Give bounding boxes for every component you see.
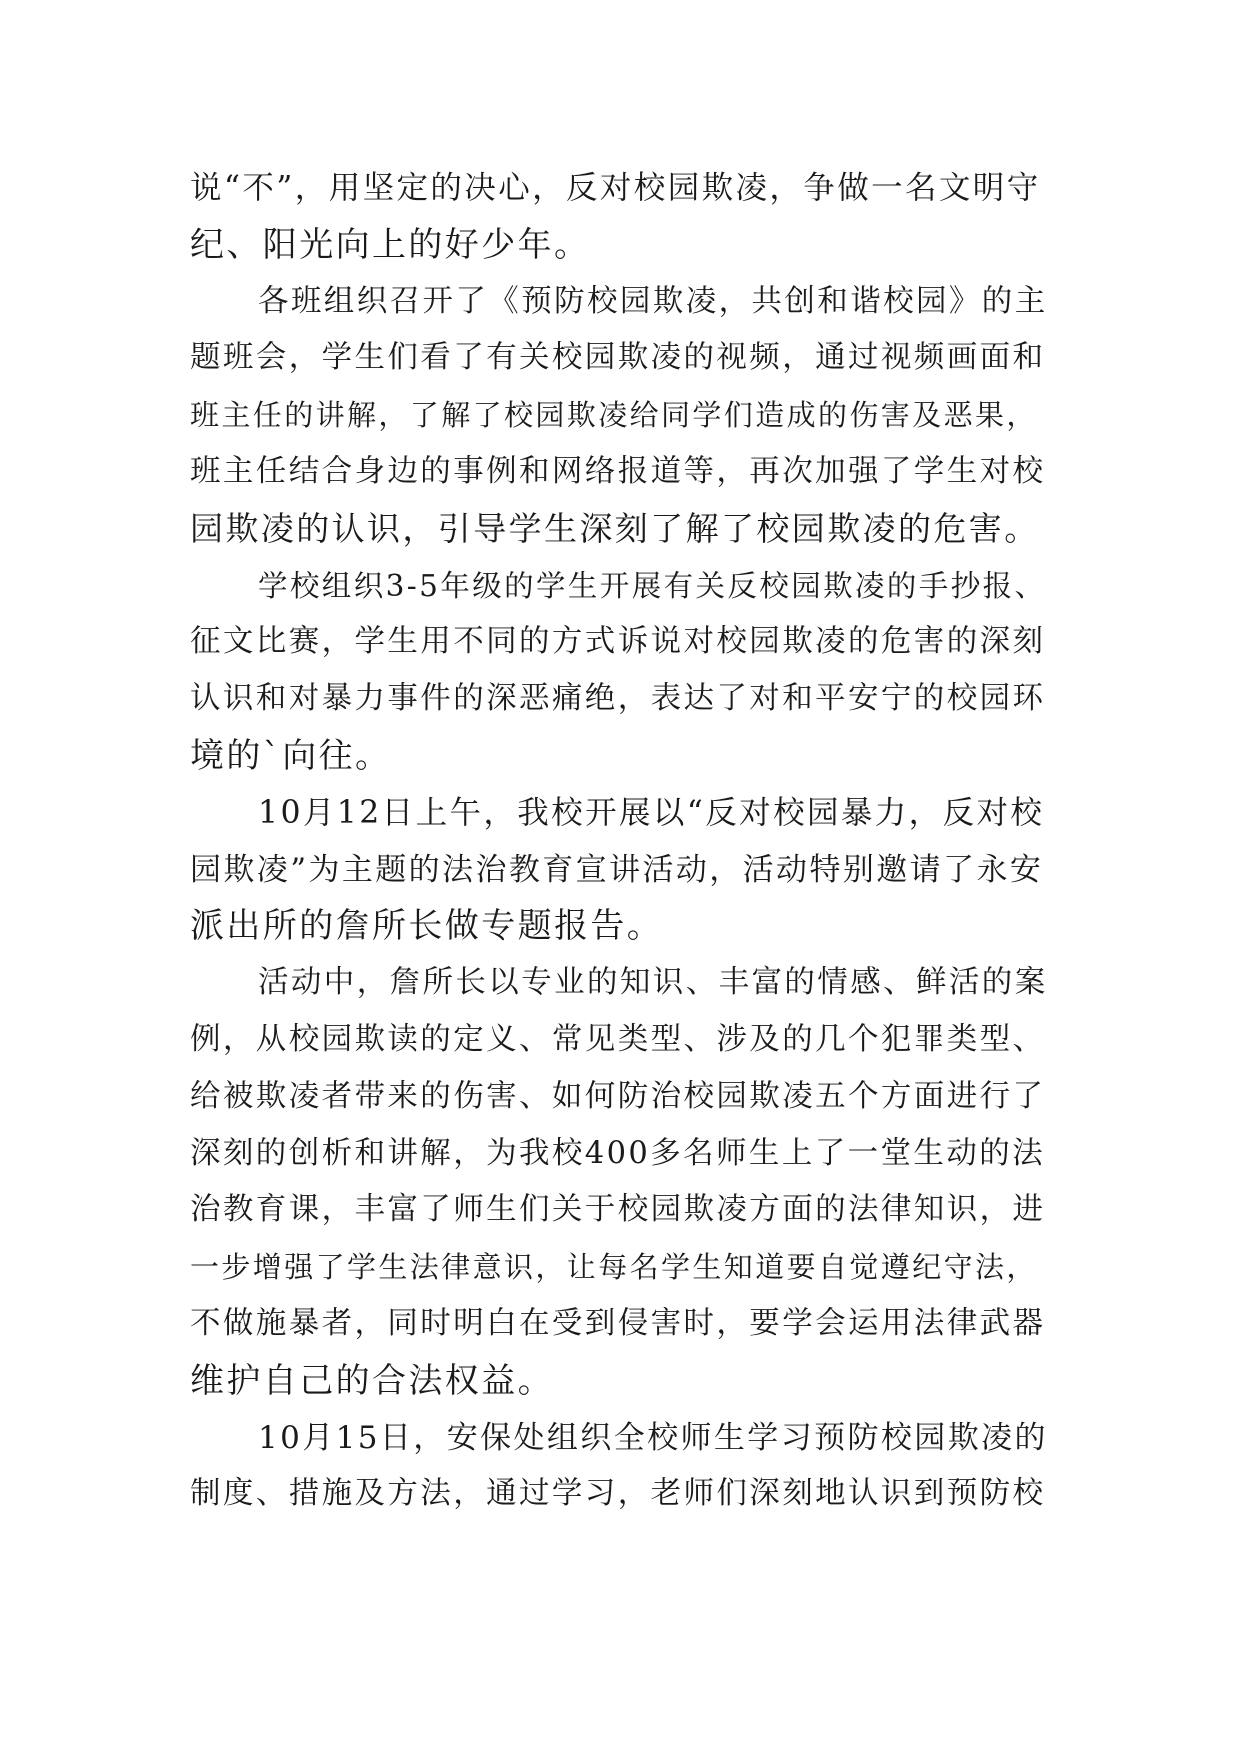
- text-line: 活动中，詹所长以专业的知识、丰富的情感、鲜活的案: [258, 965, 1048, 1001]
- text-line: 治教育课，丰富了师生们关于校园欺凌方面的法律知识，进: [190, 1192, 1046, 1228]
- text-line: 例，从校园欺读的定义、常见类型、涉及的几个犯罪类型、: [190, 1021, 1046, 1057]
- text-line: 10月12日上午，我校开展以“反对校园暴力，反对校: [258, 794, 1045, 831]
- text-line: 班主任的讲解，了解了校园欺凌给同学们造成的伤害及恶果，: [190, 398, 1038, 433]
- text-line: 不做施暴者，同时明白在受到侵害时，要学会运用法律武器: [190, 1305, 1046, 1341]
- text-line: 班主任结合身边的事例和网络报道等，再次加强了学生对校: [190, 453, 1046, 489]
- text-line: 认识和对暴力事件的深恶痛绝，表达了对和平安宁的校园环: [190, 681, 1046, 717]
- text-line: 各班组织召开了《预防校园欺凌，共创和谐校园》的主: [258, 283, 1048, 319]
- text-line: 境的`向往。: [190, 735, 392, 776]
- text-line: 说“不”，用坚定的决心，反对校园欺凌，争做一名文明守: [190, 170, 1041, 206]
- text-line: 给被欺凌者带来的伤害、如何防治校园欺凌五个方面进行了: [190, 1078, 1046, 1114]
- text-line: 园欺凌的认识，引导学生深刻了解了校园欺凌的危害。: [190, 508, 1040, 548]
- text-line: 纪、阳光向上的好少年。: [190, 224, 591, 265]
- text-line: 制度、措施及方法，通过学习，老师们深刻地认识到预防校: [190, 1476, 1046, 1512]
- text-line: 园欺凌”为主题的法治教育宣讲活动，活动特别邀请了永安: [190, 851, 1044, 888]
- text-line: 派出所的詹所长做专题报告。: [190, 906, 664, 947]
- text-line: 征文比赛，学生用不同的方式诉说对校园欺凌的危害的深刻: [190, 624, 1046, 660]
- text-line: 维护自己的合法权益。: [190, 1360, 554, 1401]
- text-line: 题班会，学生们看了有关校园欺凌的视频，通过视频画面和: [190, 340, 1046, 376]
- text-line: 10月15日，安保处组织全校师生学习预防校园欺凌的: [258, 1419, 1048, 1456]
- text-line: 深刻的创析和讲解，为我校400多名师生上了一堂生动的法: [190, 1135, 1046, 1171]
- document-body: [190, 160, 1050, 1523]
- text-line: 一步增强了学生法律意识，让每名学生知道要自觉遵纪守法，: [190, 1250, 1038, 1285]
- text-line: 学校组织3-5年级的学生开展有关反校园欺凌的手抄报、: [258, 568, 1047, 603]
